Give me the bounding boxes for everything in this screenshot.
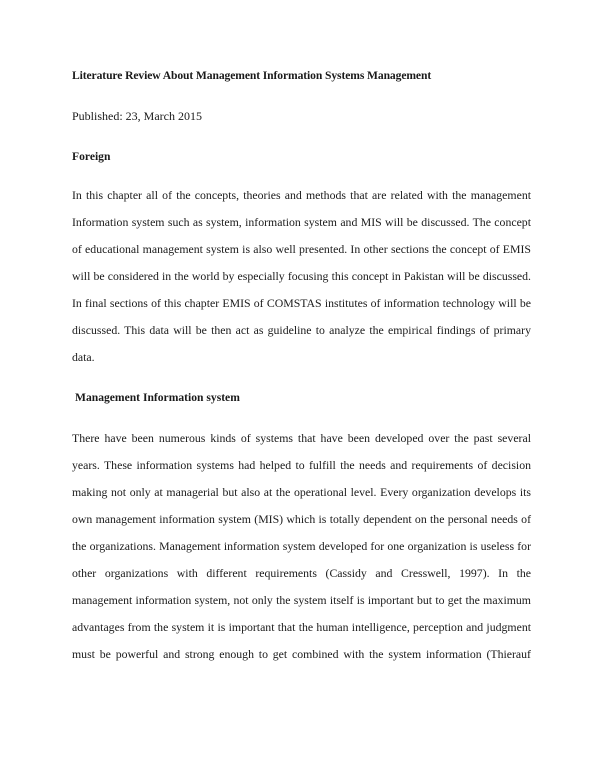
paragraph-line: management information system, not only the system itself is important but to get the maximum — [72, 593, 531, 607]
section-heading-foreign: Foreign — [72, 150, 111, 163]
paragraph-line: There have been numerous kinds of systems that have been developed over the past several — [72, 431, 531, 445]
paragraph-foreign — [72, 187, 531, 376]
paragraph-line: will be considered in the world by especially focusing this concept in Pakistan will be discussed. — [72, 269, 531, 283]
paragraph-line: Information system such as system, information system and MIS will be discussed. The concept — [72, 215, 531, 229]
paragraph-line: the organizations. Management information system developed for one organization is useless for — [72, 539, 531, 553]
paragraph-line: advantages from the system it is important that the human intelligence, perception and judgment — [72, 620, 531, 634]
paragraph-line: discussed. This data will be then act as guideline to analyze the empirical findings of primary — [72, 323, 531, 337]
paragraph-line: making not only at managerial but also at the operational level. Every organization develops its — [72, 485, 531, 499]
document-title: Literature Review About Management Information Systems Management — [72, 69, 432, 82]
paragraph-line: data. — [72, 350, 95, 364]
paragraph-line: In final sections of this chapter EMIS of COMSTAS institutes of information technology will be — [72, 296, 531, 310]
paragraph-line: years. These information systems had helped to fulfill the needs and requirements of decision — [72, 458, 531, 472]
paragraph-line: other organizations with different requirements (Cassidy and Cresswell, 1997). In the — [72, 566, 531, 580]
paragraph-mis — [72, 430, 531, 673]
paragraph-line: own management information system (MIS) which is totally dependent on the personal needs of — [72, 512, 531, 526]
published-date: Published: 23, March 2015 — [72, 109, 202, 123]
paragraph-line: of educational management system is also well presented. In other sections the concept of EMIS — [72, 242, 531, 256]
paragraph-line: must be powerful and strong enough to get combined with the system information (Thierauf — [72, 647, 531, 661]
section-heading-mis: Management Information system — [75, 391, 240, 404]
paragraph-line: In this chapter all of the concepts, theories and methods that are related with the management — [72, 188, 531, 202]
